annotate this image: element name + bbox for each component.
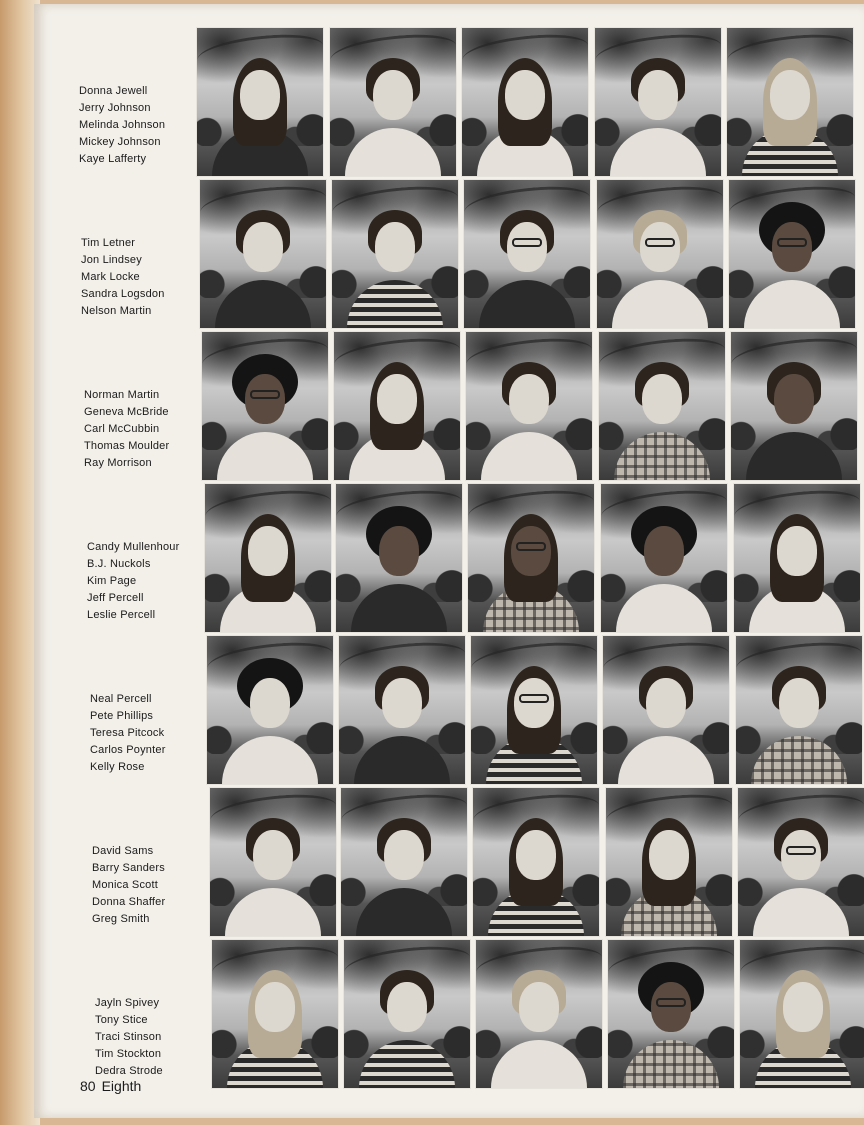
student-portrait (338, 635, 466, 785)
student-name: Traci Stinson (95, 1031, 162, 1043)
student-portrait (467, 483, 595, 633)
student-portrait (465, 331, 593, 481)
page-footer (80, 1078, 141, 1094)
student-portrait (726, 27, 854, 177)
student-name: Jeff Percell (87, 592, 144, 604)
name-list (81, 235, 165, 320)
student-portrait (594, 27, 722, 177)
student-name: Greg Smith (92, 913, 150, 925)
name-list (87, 539, 179, 624)
student-portrait (206, 635, 334, 785)
name-list (90, 691, 166, 776)
student-portrait (598, 331, 726, 481)
portrait-row (34, 635, 864, 785)
student-name: Tony Stice (95, 1014, 148, 1026)
student-portrait (463, 179, 591, 329)
student-name: B.J. Nuckols (87, 558, 151, 570)
student-name: Leslie Percell (87, 609, 156, 621)
student-name: Monica Scott (92, 879, 158, 891)
name-list (95, 995, 163, 1080)
page-number: 80 (80, 1078, 96, 1094)
student-name: Melinda Johnson (79, 119, 166, 131)
student-name: Nelson Martin (81, 305, 152, 317)
name-list (79, 83, 165, 168)
portrait-row (34, 483, 864, 633)
portrait-row (34, 331, 864, 481)
student-portrait (329, 27, 457, 177)
student-portrait (728, 179, 856, 329)
student-portrait (333, 331, 461, 481)
student-portrait (607, 939, 735, 1089)
yearbook-page (34, 4, 864, 1118)
name-list (84, 387, 169, 472)
student-name: Donna Jewell (79, 85, 148, 97)
student-portrait (737, 787, 864, 937)
student-portrait (596, 179, 724, 329)
student-name: Kaye Lafferty (79, 153, 147, 165)
student-portrait (470, 635, 598, 785)
student-portrait (343, 939, 471, 1089)
student-name: Carlos Poynter (90, 744, 166, 756)
student-name: Mickey Johnson (79, 136, 161, 148)
student-name: Kim Page (87, 575, 137, 587)
student-name: Jerry Johnson (79, 102, 151, 114)
portrait-row (34, 787, 864, 937)
student-portrait (211, 939, 339, 1089)
student-portrait (199, 179, 327, 329)
name-list (92, 843, 165, 928)
student-portrait (739, 939, 864, 1089)
student-portrait (204, 483, 332, 633)
student-name: Jayln Spivey (95, 997, 160, 1009)
student-portrait (602, 635, 730, 785)
student-name: Pete Phillips (90, 710, 154, 722)
student-name: Candy Mullenhour (87, 541, 180, 553)
student-portrait (472, 787, 600, 937)
student-name: Tim Letner (81, 237, 136, 249)
student-portrait (201, 331, 329, 481)
student-portrait (331, 179, 459, 329)
student-name: Carl McCubbin (84, 423, 160, 435)
student-portrait (340, 787, 468, 937)
student-portrait (605, 787, 733, 937)
student-name: Teresa Pitcock (90, 727, 165, 739)
student-portrait (196, 27, 324, 177)
student-name: Jon Lindsey (81, 254, 142, 266)
student-name: Barry Sanders (92, 862, 165, 874)
student-portrait (209, 787, 337, 937)
student-portrait (733, 483, 861, 633)
student-name: Norman Martin (84, 389, 160, 401)
student-portrait (600, 483, 728, 633)
student-name: Geneva McBride (84, 406, 169, 418)
student-name: Neal Percell (90, 693, 152, 705)
section-title: Eighth (101, 1078, 142, 1094)
student-name: Kelly Rose (90, 761, 145, 773)
student-name: Thomas Moulder (84, 440, 170, 452)
student-portrait (730, 331, 858, 481)
portrait-row (34, 27, 864, 177)
portrait-row (34, 179, 864, 329)
student-name: Tim Stockton (95, 1048, 162, 1060)
student-name: Ray Morrison (84, 457, 152, 469)
student-portrait (475, 939, 603, 1089)
student-portrait (335, 483, 463, 633)
student-name: David Sams (92, 845, 154, 857)
student-name: Sandra Logsdon (81, 288, 165, 300)
student-name: Dedra Strode (95, 1065, 163, 1077)
portrait-row (34, 939, 864, 1089)
student-portrait (461, 27, 589, 177)
student-name: Donna Shaffer (92, 896, 166, 908)
student-portrait (735, 635, 863, 785)
student-name: Mark Locke (81, 271, 140, 283)
